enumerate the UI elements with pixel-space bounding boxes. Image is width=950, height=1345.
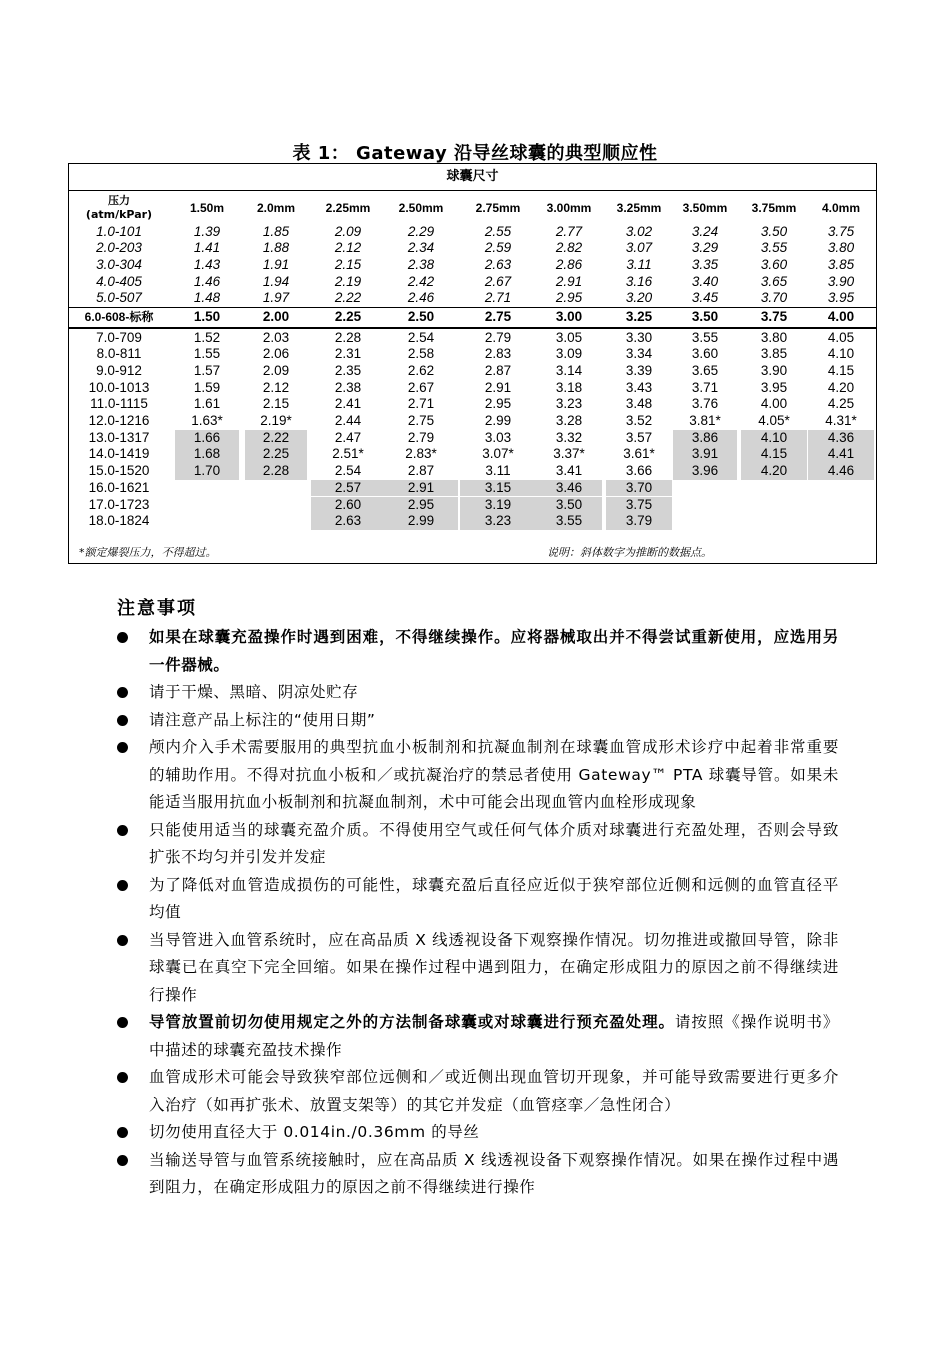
table-cell: 2.54 bbox=[407, 329, 435, 345]
caution-item-text: 如果在球囊充盈操作时遇到困难，不得继续操作。应将器械取出并不得尝试重新使用，应选用另一件器械。 bbox=[149, 628, 839, 674]
table-cell: 2.29 bbox=[407, 223, 435, 239]
bullet-icon bbox=[117, 715, 128, 726]
table-cell: 2.95 bbox=[555, 290, 583, 306]
table-cell: 2.86 bbox=[555, 256, 583, 272]
table-cell: 3.70 bbox=[760, 290, 788, 306]
table-cell: 2.12 bbox=[262, 379, 290, 395]
table-cell: 2.79 bbox=[484, 329, 512, 345]
table-cell: 2.54 bbox=[334, 463, 362, 479]
table-cell: 3.20 bbox=[625, 290, 653, 306]
table-cell: 4.25 bbox=[827, 396, 855, 412]
caution-item-text: 切勿使用直径大于 0.014in./0.36mm 的导丝 bbox=[149, 1123, 480, 1141]
table-cell: 4.00 bbox=[827, 309, 855, 324]
table-cell: 1.41 bbox=[193, 240, 221, 256]
pressure-cell: 10.0-1013 bbox=[88, 379, 150, 395]
caution-item-text: 请于干燥、黑暗、阴凉处贮存 bbox=[149, 683, 359, 701]
table-cell: 3.25 bbox=[625, 309, 653, 324]
table-cell bbox=[808, 480, 874, 497]
bullet-icon bbox=[117, 687, 128, 698]
table-cell: 4.36 bbox=[808, 430, 874, 447]
table-cell: 3.85 bbox=[760, 346, 788, 362]
table-cell: 3.79 bbox=[606, 513, 672, 530]
compliance-table bbox=[68, 163, 877, 564]
table-cell: 2.95 bbox=[384, 497, 458, 514]
table-cell: 4.31* bbox=[825, 413, 857, 428]
table-cell: 2.38 bbox=[407, 256, 435, 272]
column-header: 2.50mm bbox=[398, 201, 444, 215]
caution-item bbox=[117, 927, 839, 1010]
caution-item bbox=[117, 872, 839, 927]
table-cell: 4.10 bbox=[827, 346, 855, 362]
table-cell: 3.09 bbox=[555, 346, 583, 362]
caution-item-text: 请按照《操作说明书》中描述的球囊充盈技术操作 bbox=[149, 1013, 839, 1059]
table-cell: 3.50 bbox=[536, 497, 602, 514]
table-cell: 2.47 bbox=[334, 429, 362, 445]
pressure-cell: 5.0-507 bbox=[96, 290, 142, 306]
caution-item bbox=[117, 1064, 839, 1119]
table-cell: 3.96 bbox=[673, 463, 737, 480]
table-cell: 3.46 bbox=[536, 480, 602, 497]
table-cell: 3.32 bbox=[555, 429, 583, 445]
caution-item-text: 当导管进入血管系统时，应在高品质 X 线透视设备下观察操作情况。切勿推进或撤回导管，除非球囊已在真空下完全回缩。如果在操作过程中遇到阻力，在确定形成阻力的原因之前不得继续进行操作 bbox=[149, 930, 839, 1004]
table-cell: 3.52 bbox=[625, 413, 653, 428]
table-cell: 3.86 bbox=[673, 430, 737, 447]
table-cell: 2.38 bbox=[334, 379, 362, 395]
table-cell: 3.60 bbox=[691, 346, 719, 362]
table-cell: 3.28 bbox=[555, 413, 583, 428]
table-cell: 3.81* bbox=[689, 413, 721, 428]
table-cell: 3.65 bbox=[760, 273, 788, 289]
table-title: 表 1： Gateway 沿导丝球囊的典型顺应性 bbox=[292, 143, 658, 164]
bullet-icon bbox=[117, 825, 128, 836]
table-cell bbox=[175, 513, 239, 530]
table-cell: 3.11 bbox=[485, 463, 511, 479]
table-cell: 1.97 bbox=[262, 290, 290, 306]
caution-item-text: 血管成形术可能会导致狭窄部位远侧和／或近侧出现血管切开现象，并可能导致需要进行更多介入治疗（如再扩张术、放置支架等）的其它并发症（血管痉挛／急性闭合） bbox=[149, 1068, 839, 1114]
table-cell: 3.02 bbox=[625, 223, 653, 239]
table-cell: 3.75 bbox=[760, 309, 788, 324]
table-cell: 3.07 bbox=[625, 240, 653, 256]
table-cell: 3.91 bbox=[673, 446, 737, 463]
caution-item-text: 颅内介入手术需要服用的典型抗血小板制剂和抗凝血制剂在球囊血管成形术诊疗中起着非常重要的辅助作用。不得对抗血小板和／或抗凝治疗的禁忌者使用 Gateway™ PTA 球囊导管。如果未能适当服用抗血小板制剂和抗凝血制剂，术中可能会出现血管内血栓形成现象 bbox=[149, 738, 839, 811]
table-cell: 2.09 bbox=[334, 223, 362, 239]
table-cell: 3.57 bbox=[625, 429, 653, 445]
table-cell: 2.46 bbox=[407, 290, 435, 306]
table-cell: 3.75 bbox=[606, 497, 672, 514]
pressure-cell: 11.0-1115 bbox=[90, 396, 148, 412]
table-cell: 2.77 bbox=[555, 223, 583, 239]
table-cell: 2.99 bbox=[484, 413, 512, 428]
table-cell bbox=[808, 513, 874, 530]
table-cell bbox=[175, 497, 239, 514]
table-cell: 3.23 bbox=[460, 513, 536, 530]
table-cell: 3.19 bbox=[460, 497, 536, 514]
caution-item-text: 只能使用适当的球囊充盈介质。不得使用空气或任何气体介质对球囊进行充盈处理，否则会导致扩张不均匀并引发并发症 bbox=[149, 820, 839, 866]
bullet-icon bbox=[117, 742, 128, 753]
table-cell: 2.75 bbox=[484, 309, 512, 324]
table-cell: 1.88 bbox=[262, 240, 290, 256]
pressure-cell: 1.0-101 bbox=[96, 223, 142, 239]
table-cell: 1.57 bbox=[193, 362, 221, 378]
table-cell: 3.48 bbox=[625, 396, 653, 412]
table-cell: 3.50 bbox=[760, 223, 788, 239]
caution-item-text: 当输送导管与血管系统接触时，应在高品质 X 线透视设备下观察操作情况。如果在操作过程中遇到阻力，在确定形成阻力的原因之前不得继续进行操作 bbox=[149, 1150, 839, 1196]
pressure-cell: 3.0-304 bbox=[96, 256, 142, 272]
bullet-icon bbox=[117, 880, 128, 891]
caution-item bbox=[117, 1009, 839, 1064]
table-cell: 2.83* bbox=[405, 446, 437, 462]
table-cell: 4.15 bbox=[741, 446, 807, 463]
table-cell bbox=[175, 480, 239, 497]
table-cell: 3.80 bbox=[827, 240, 855, 256]
column-header: 4.0mm bbox=[821, 201, 861, 215]
table-cell: 2.15 bbox=[262, 396, 290, 412]
table-cell: 2.87 bbox=[484, 362, 512, 378]
table-cell: 2.34 bbox=[407, 240, 435, 256]
pressure-cell: 12.0-1216 bbox=[88, 413, 150, 428]
table-cell: 3.35 bbox=[691, 256, 719, 272]
table-cell: 1.39 bbox=[193, 223, 221, 239]
table-cell: 2.87 bbox=[407, 463, 435, 479]
pressure-cell: 15.0-1520 bbox=[88, 463, 150, 479]
table-cell: 2.50 bbox=[407, 309, 435, 324]
pressure-header-line1: 压力 bbox=[108, 194, 130, 207]
bullet-icon bbox=[117, 935, 128, 946]
pressure-cell: 8.0-811 bbox=[96, 346, 142, 362]
table-cell: 1.43 bbox=[193, 256, 221, 272]
table-cell: 3.60 bbox=[760, 256, 788, 272]
caution-item bbox=[117, 1147, 839, 1202]
table-cell: 3.14 bbox=[555, 362, 583, 378]
table-cell: 1.68 bbox=[175, 446, 239, 463]
table-divider bbox=[69, 307, 876, 308]
table-cell: 4.20 bbox=[741, 463, 807, 480]
table-cell: 1.85 bbox=[262, 223, 290, 239]
table-cell: 2.28 bbox=[334, 329, 362, 345]
table-cell: 2.91 bbox=[555, 273, 583, 289]
table-cell: 1.52 bbox=[193, 329, 221, 345]
table-cell: 2.60 bbox=[311, 497, 385, 514]
column-header: 3.00mm bbox=[546, 201, 592, 215]
table-cell: 3.55 bbox=[691, 329, 719, 345]
pressure-cell: 17.0-1723 bbox=[88, 496, 150, 512]
table-cell: 2.55 bbox=[484, 223, 512, 239]
table-cell: 1.55 bbox=[193, 346, 221, 362]
table-cell bbox=[245, 480, 307, 497]
table-cell: 3.24 bbox=[691, 223, 719, 239]
table-cell: 3.45 bbox=[691, 290, 719, 306]
table-cell: 3.61* bbox=[623, 446, 655, 462]
table-cell: 2.67 bbox=[484, 273, 512, 289]
column-header: 3.50mm bbox=[682, 201, 728, 215]
bullet-icon bbox=[117, 1155, 128, 1166]
table-cell: 3.65 bbox=[691, 362, 719, 378]
table-cell: 2.00 bbox=[262, 309, 290, 324]
table-cell bbox=[741, 497, 807, 514]
table-cell: 3.39 bbox=[625, 362, 653, 378]
table-cell: 2.82 bbox=[555, 240, 583, 256]
table-cell: 2.25 bbox=[334, 309, 362, 324]
table-cell: 3.34 bbox=[625, 346, 653, 362]
table-cell: 1.63* bbox=[191, 413, 223, 428]
table-cell bbox=[741, 513, 807, 530]
table-cell: 2.71 bbox=[484, 290, 512, 306]
table-cell: 2.59 bbox=[484, 240, 512, 256]
table-cell: 3.55 bbox=[536, 513, 602, 530]
table-cell: 2.83 bbox=[484, 346, 512, 362]
table-cell: 2.62 bbox=[407, 362, 435, 378]
table-cell: 2.67 bbox=[407, 379, 435, 395]
caution-item bbox=[117, 624, 839, 679]
table-cell: 3.16 bbox=[625, 273, 653, 289]
table-cell: 2.31 bbox=[334, 346, 362, 362]
table-cell: 1.46 bbox=[193, 273, 221, 289]
table-cell: 2.58 bbox=[407, 346, 435, 362]
table-cell: 2.28 bbox=[245, 463, 307, 480]
table-cell: 2.19 bbox=[334, 273, 362, 289]
cautions-title: 注意事项 bbox=[117, 598, 197, 619]
table-cell: 2.09 bbox=[262, 362, 290, 378]
table-cell: 3.90 bbox=[760, 362, 788, 378]
table-cell: 2.63 bbox=[311, 513, 385, 530]
table-cell: 2.25 bbox=[245, 446, 307, 463]
table-cell: 3.75 bbox=[827, 223, 855, 239]
table-cell: 2.95 bbox=[484, 396, 512, 412]
footnote-italic-note: 说明：斜体数字为推断的数据点。 bbox=[547, 546, 712, 559]
table-cell: 3.07* bbox=[482, 446, 514, 462]
table-cell: 3.50 bbox=[691, 309, 719, 324]
table-cell: 2.35 bbox=[334, 362, 362, 378]
table-cell: 2.91 bbox=[384, 480, 458, 497]
table-cell: 1.48 bbox=[193, 290, 221, 306]
caution-item-text: 为了降低对血管造成损伤的可能性，球囊充盈后直径应近似于狭窄部位近侧和远侧的血管直径平均值 bbox=[149, 875, 839, 921]
caution-item bbox=[117, 734, 839, 817]
table-cell: 1.50 bbox=[193, 309, 221, 324]
table-cell: 2.22 bbox=[245, 430, 307, 447]
bullet-icon bbox=[117, 1127, 128, 1138]
table-cell: 4.10 bbox=[741, 430, 807, 447]
column-header: 2.75mm bbox=[475, 201, 521, 215]
table-cell: 3.95 bbox=[827, 290, 855, 306]
pressure-cell: 16.0-1621 bbox=[88, 479, 150, 495]
cautions-list bbox=[117, 624, 839, 1202]
table-cell: 2.51* bbox=[332, 446, 364, 462]
pressure-cell: 13.0-1317 bbox=[88, 429, 150, 445]
pressure-cell: 4.0-405 bbox=[96, 273, 142, 289]
table-cell bbox=[673, 480, 737, 497]
column-header: 2.0mm bbox=[256, 201, 296, 215]
caution-item bbox=[117, 817, 839, 872]
table-cell: 1.61 bbox=[193, 396, 221, 412]
table-cell: 2.06 bbox=[262, 346, 290, 362]
table-cell: 3.05 bbox=[555, 329, 583, 345]
pressure-cell: 7.0-709 bbox=[96, 329, 142, 345]
table-cell: 3.29 bbox=[691, 240, 719, 256]
table-cell: 3.40 bbox=[691, 273, 719, 289]
column-header: 1.50m bbox=[189, 201, 225, 215]
table-cell: 3.55 bbox=[760, 240, 788, 256]
table-cell: 3.18 bbox=[555, 379, 583, 395]
table-cell: 3.70 bbox=[606, 480, 672, 497]
table-cell: 1.91 bbox=[262, 256, 290, 272]
table-cell: 3.43 bbox=[625, 379, 653, 395]
pressure-cell: 6.0-608-标称 bbox=[84, 310, 154, 324]
table-cell: 4.05 bbox=[827, 329, 855, 345]
table-cell: 4.15 bbox=[827, 362, 855, 378]
table-cell bbox=[673, 497, 737, 514]
bullet-icon bbox=[117, 1017, 128, 1028]
pressure-header-line2: (atm/kPar) bbox=[85, 208, 153, 221]
table-cell: 2.15 bbox=[334, 256, 362, 272]
table-cell: 4.00 bbox=[760, 396, 788, 412]
table-cell bbox=[673, 513, 737, 530]
table-cell: 3.66 bbox=[625, 463, 653, 479]
table-cell: 3.71 bbox=[691, 379, 719, 395]
table-cell: 3.00 bbox=[555, 309, 583, 324]
table-cell: 3.76 bbox=[691, 396, 719, 412]
pressure-cell: 2.0-203 bbox=[96, 240, 142, 256]
table-cell: 3.23 bbox=[555, 396, 583, 412]
caution-item bbox=[117, 707, 839, 735]
table-cell: 3.95 bbox=[760, 379, 788, 395]
table-cell: 1.59 bbox=[193, 379, 221, 395]
table-cell: 1.70 bbox=[175, 463, 239, 480]
table-cell: 2.42 bbox=[407, 273, 435, 289]
bullet-icon bbox=[117, 632, 128, 643]
pressure-cell: 9.0-912 bbox=[96, 362, 142, 378]
table-cell bbox=[741, 480, 807, 497]
table-cell: 1.66 bbox=[175, 430, 239, 447]
table-cell: 2.03 bbox=[262, 329, 290, 345]
caution-item-bold-text: 导管放置前切勿使用规定之外的方法制备球囊或对球囊进行预充盈处理。 bbox=[149, 1013, 675, 1031]
bullet-icon bbox=[117, 1072, 128, 1083]
table-cell bbox=[245, 497, 307, 514]
table-cell: 3.41 bbox=[555, 463, 583, 479]
table-cell: 2.63 bbox=[484, 256, 512, 272]
table-cell: 4.41 bbox=[808, 446, 874, 463]
pressure-column-header bbox=[69, 194, 169, 222]
column-header: 3.25mm bbox=[616, 201, 662, 215]
table-cell: 3.80 bbox=[760, 329, 788, 345]
table-cell: 3.03 bbox=[484, 429, 512, 445]
caution-item bbox=[117, 679, 839, 707]
table-cell: 3.85 bbox=[827, 256, 855, 272]
table-cell: 4.20 bbox=[827, 379, 855, 395]
table-cell: 2.71 bbox=[407, 396, 435, 412]
caution-item-text: 请注意产品上标注的“使用日期” bbox=[149, 710, 376, 729]
table-cell: 4.05* bbox=[758, 413, 790, 428]
caution-item bbox=[117, 1119, 839, 1147]
table-cell: 2.99 bbox=[384, 513, 458, 530]
table-cell: 3.30 bbox=[625, 329, 653, 345]
table-cell: 3.11 bbox=[626, 256, 652, 272]
pressure-cell: 18.0-1824 bbox=[88, 513, 150, 529]
pressure-cell: 14.0-1419 bbox=[88, 446, 150, 462]
column-header: 2.25mm bbox=[325, 201, 371, 215]
group-header-balloon-size: 球囊尺寸 bbox=[69, 164, 876, 191]
table-cell: 2.57 bbox=[311, 480, 385, 497]
table-cell bbox=[808, 497, 874, 514]
column-header: 3.75mm bbox=[751, 201, 797, 215]
footnote-rated-burst: *额定爆裂压力，不得超过。 bbox=[79, 546, 217, 559]
table-cell: 3.90 bbox=[827, 273, 855, 289]
table-cell: 2.41 bbox=[334, 396, 362, 412]
table-cell: 3.37* bbox=[553, 446, 585, 462]
table-cell: 2.79 bbox=[407, 429, 435, 445]
table-cell: 2.22 bbox=[334, 290, 362, 306]
table-cell: 2.19* bbox=[260, 413, 292, 428]
table-cell: 2.12 bbox=[334, 240, 362, 256]
table-cell: 2.75 bbox=[407, 413, 435, 428]
table-cell: 2.44 bbox=[334, 413, 362, 428]
table-cell: 4.46 bbox=[808, 463, 874, 480]
table-cell: 2.91 bbox=[484, 379, 512, 395]
table-cell: 3.15 bbox=[460, 480, 536, 497]
table-cell: 1.94 bbox=[262, 273, 290, 289]
table-cell bbox=[245, 513, 307, 530]
